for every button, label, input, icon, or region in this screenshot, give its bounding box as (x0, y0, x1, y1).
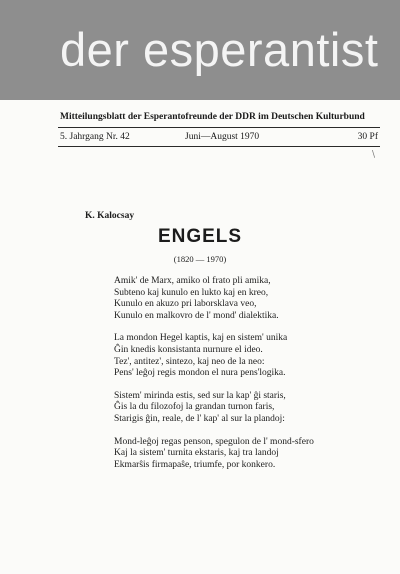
poem-line: Tez', antitez', sintezo, kaj neo de la neo: (114, 356, 265, 367)
masthead-banner (0, 0, 400, 100)
poem-title: ENGELS (157, 226, 243, 247)
magazine-title: der esperantist (60, 23, 379, 76)
poem-line: Mond-leĝoj regas penson, spegulon de l' mond-sfero (114, 436, 314, 447)
author-name: K. Kalocsay (85, 211, 135, 221)
issue-price: 30 Pf (357, 132, 378, 142)
poem-line: Sistem' mirinda estis, sed sur la kap' ĝi staris, (114, 390, 286, 401)
poem-years: (1820 — 1970) (173, 254, 227, 264)
poem-line: Ĝin knedis konsistanta nurnure el ideo. (114, 344, 263, 355)
divider-bottom (58, 146, 380, 147)
poem-line: Subteno kaj kunulo en lukto kaj en kreo, (114, 287, 269, 298)
poem-line: Starigis ĝin, reale, de l' kap' al sur la plandoj: (114, 413, 285, 424)
poem-line: Kaj la sistem' turnita ekstaris, kaj tra landoj (114, 448, 279, 459)
poem-line: Kunulo en akuzo pri laborsklava veo, (114, 299, 257, 310)
magazine-subtitle: Mitteilungsblatt der Esperantofreunde der DDR im Deutschen Kulturbund (60, 112, 365, 122)
scan-mark: \ (372, 150, 376, 160)
stanza-3 (114, 391, 394, 426)
poem-line: Ekmarŝis firmapaŝe, triumfe, por konkero. (114, 459, 276, 470)
issue-date: Juni—August 1970 (185, 132, 260, 142)
poem-line: Pens' leĝoj regis mondon el nura pens'logika. (114, 368, 286, 379)
poem-body (114, 276, 394, 482)
poem-line: Ĝis la du filozofoj la grandan turnon faris, (114, 402, 275, 413)
stanza-2 (114, 333, 394, 379)
divider-top (58, 127, 380, 128)
poem-line: La mondon Hegel kaptis, kaj en sistem' unika (114, 333, 288, 344)
stanza-1 (114, 276, 394, 322)
poem-line: Amik' de Marx, amiko ol frato pli amika, (114, 276, 271, 286)
poem-line: Kunulo en malkovro de l' mond' dialektika. (114, 310, 279, 321)
issue-number: 5. Jahrgang Nr. 42 (60, 132, 130, 142)
stanza-4 (114, 437, 394, 472)
